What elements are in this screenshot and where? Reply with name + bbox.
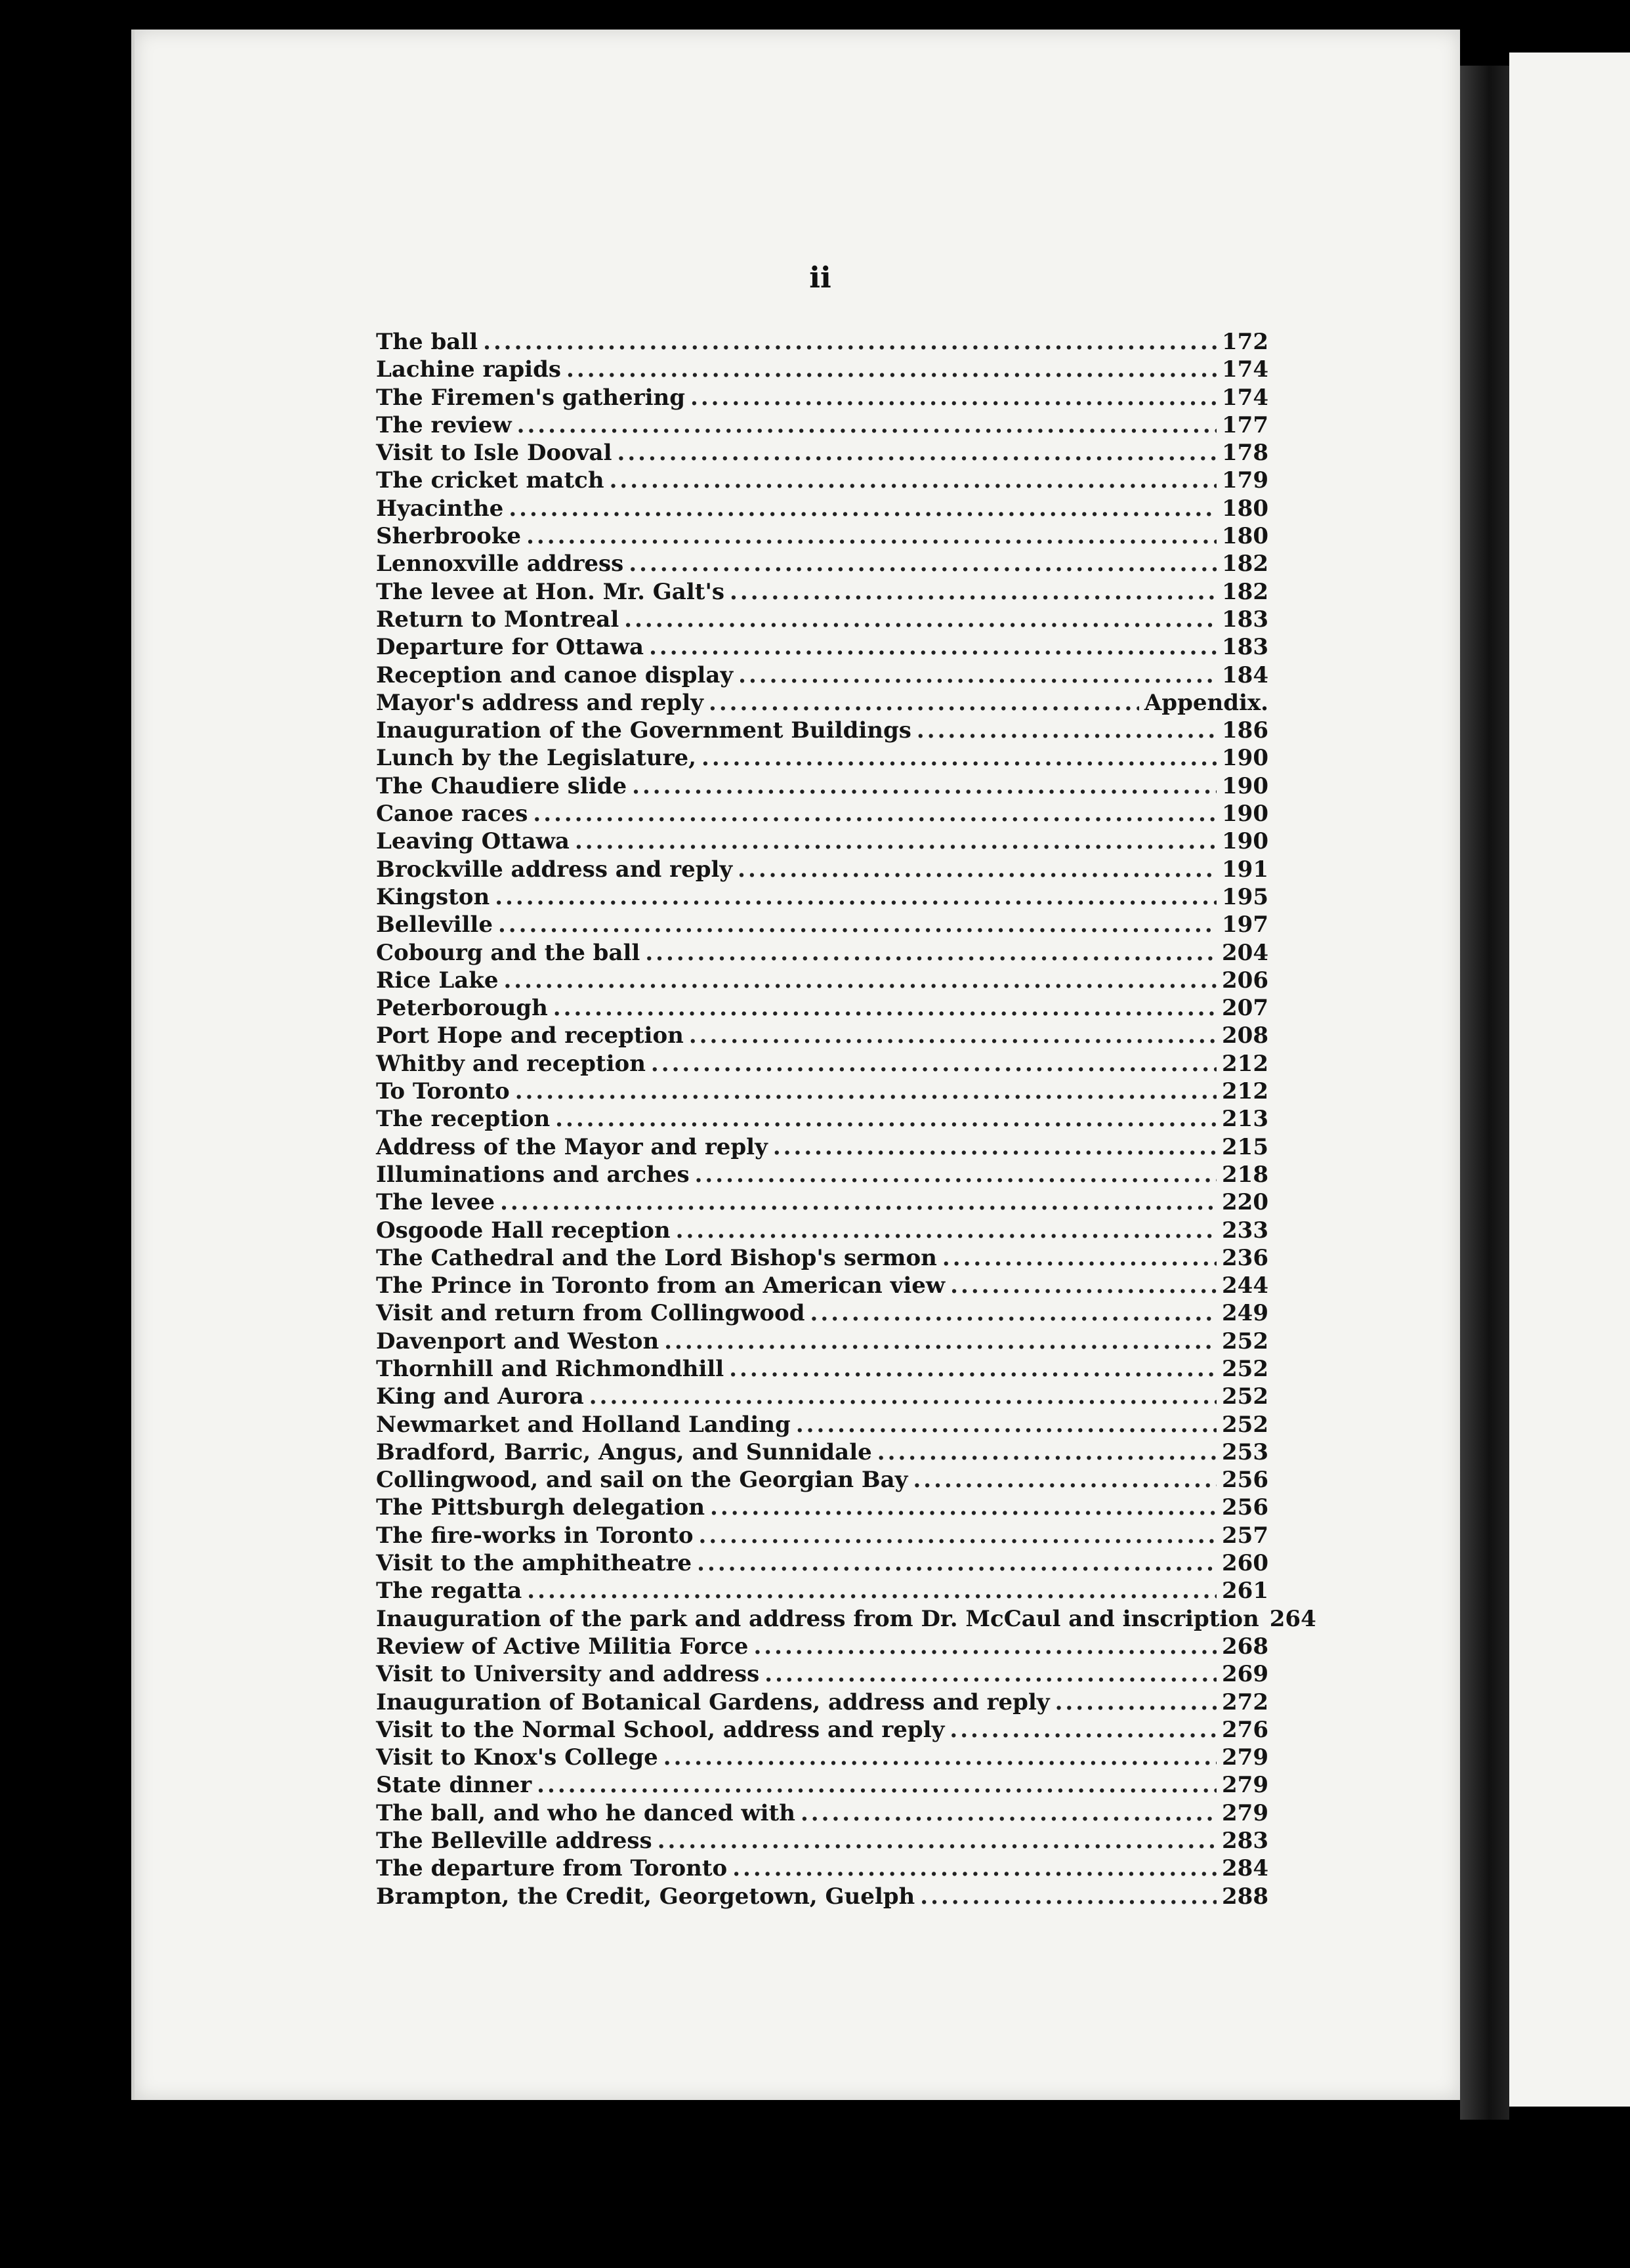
toc-entry	[376, 1272, 1268, 1299]
toc-entry-page: 172	[1222, 329, 1268, 355]
toc-entry-title: State dinner	[376, 1772, 532, 1799]
toc-entry-page: 190	[1222, 745, 1268, 772]
toc-entry-title: Address of the Mayor and reply	[376, 1133, 768, 1160]
dot-leader	[495, 883, 1217, 911]
dot-leader	[664, 1328, 1217, 1355]
toc-entry-page: 212	[1222, 1050, 1268, 1077]
dot-leader	[645, 939, 1217, 967]
dot-leader	[920, 1883, 1217, 1910]
toc-entry	[376, 384, 1268, 411]
toc-entry	[376, 1605, 1316, 1633]
dot-leader	[553, 994, 1217, 1022]
toc-entry	[376, 1744, 1268, 1771]
toc-entry-page: 190	[1222, 772, 1268, 799]
dot-leader	[796, 1411, 1217, 1438]
toc-entry	[376, 1217, 1268, 1244]
toc-entry	[376, 662, 1268, 689]
toc-entry-title: Davenport and Weston	[376, 1328, 659, 1354]
toc-entry	[376, 1355, 1268, 1383]
toc-entry-title: Lennoxville address	[376, 551, 624, 578]
toc-entry-title: The levee at Hon. Mr. Galt's	[376, 578, 725, 605]
toc-entry-page: 174	[1222, 356, 1268, 383]
toc-entry-title: Review of Active Militia Force	[376, 1633, 749, 1660]
dot-leader	[566, 356, 1217, 383]
toc-entry-page: 212	[1222, 1078, 1268, 1105]
toc-entry-page: 244	[1222, 1272, 1268, 1299]
toc-entry-title: Lunch by the Legislature,	[376, 745, 696, 772]
toc-entry-title: Inauguration of the Government Buildings	[376, 717, 911, 744]
toc-entry-page: 190	[1222, 801, 1268, 828]
dot-leader	[877, 1438, 1217, 1466]
toc-entry	[376, 1161, 1268, 1188]
toc-entry-page: 191	[1222, 856, 1268, 883]
toc-entry-title: The Belleville address	[376, 1828, 652, 1855]
toc-entry	[376, 1411, 1268, 1438]
toc-entry-page: 213	[1222, 1106, 1268, 1133]
toc-entry	[376, 772, 1268, 800]
toc-entry	[376, 939, 1268, 967]
toc-entry-page: 256	[1222, 1494, 1268, 1521]
toc-entry	[376, 1133, 1268, 1161]
toc-entry-page: 220	[1222, 1189, 1268, 1216]
dot-leader	[709, 689, 1139, 717]
page-number: ii	[809, 261, 831, 295]
toc-entry-title: The review	[376, 411, 512, 438]
toc-entry-page: 206	[1222, 967, 1268, 994]
dot-leader	[699, 1522, 1217, 1549]
dot-leader	[1055, 1689, 1217, 1716]
dot-leader	[730, 578, 1217, 606]
toc-entry-page: 184	[1222, 662, 1268, 688]
dot-leader	[537, 1771, 1217, 1799]
toc-entry-page: 218	[1222, 1161, 1268, 1188]
table-of-contents	[376, 328, 1316, 1910]
toc-entry	[376, 1022, 1268, 1049]
toc-entry	[376, 1105, 1268, 1133]
toc-entry-title: The Prince in Toronto from an American view	[376, 1272, 946, 1299]
toc-entry-page: 269	[1222, 1661, 1268, 1688]
dot-leader	[738, 662, 1217, 689]
toc-entry	[376, 1883, 1268, 1910]
dot-leader	[651, 1050, 1217, 1078]
toc-entry-title: The ball, and who he danced with	[376, 1799, 795, 1826]
toc-entry-page: 276	[1222, 1716, 1268, 1743]
toc-entry-title: The Firemen's gathering	[376, 384, 685, 411]
toc-entry-title: Kingston	[376, 883, 490, 910]
toc-entry-title: The reception	[376, 1106, 551, 1133]
toc-entry	[376, 1716, 1268, 1744]
toc-entry-title: To Toronto	[376, 1078, 510, 1105]
toc-entry	[376, 1577, 1268, 1605]
dot-leader	[710, 1494, 1217, 1521]
toc-entry-page: 180	[1222, 523, 1268, 550]
toc-entry-title: Newmarket and Holland Landing	[376, 1411, 791, 1438]
dot-leader	[526, 522, 1217, 550]
toc-entry	[376, 356, 1268, 383]
toc-entry-title: The Chaudiere slide	[376, 772, 627, 799]
toc-entry	[376, 1244, 1268, 1272]
toc-entry	[376, 1328, 1268, 1355]
dot-leader	[753, 1633, 1217, 1660]
toc-entry-page: 183	[1222, 634, 1268, 661]
toc-entry-page: 284	[1222, 1855, 1268, 1882]
dot-leader	[624, 606, 1217, 633]
dot-leader	[701, 744, 1217, 772]
dot-leader	[773, 1133, 1217, 1161]
toc-entry	[376, 550, 1268, 578]
dot-leader	[575, 828, 1217, 855]
toc-entry-title: Mayor's address and reply	[376, 689, 703, 716]
toc-entry-title: The fire-works in Toronto	[376, 1522, 694, 1549]
toc-entry-page: 208	[1222, 1022, 1268, 1049]
toc-entry-title: Visit to Knox's College	[376, 1744, 658, 1771]
dot-leader	[589, 1383, 1217, 1410]
toc-entry-title: Bradford, Barric, Angus, and Sunnidale	[376, 1438, 872, 1465]
toc-entry	[376, 1050, 1268, 1078]
dot-leader	[810, 1299, 1217, 1327]
dot-leader	[658, 1827, 1217, 1855]
toc-entry-title: The levee	[376, 1189, 495, 1216]
toc-entry-title: Whitby and reception	[376, 1050, 646, 1077]
toc-entry-title: Belleville	[376, 912, 493, 938]
toc-entry-page: 182	[1222, 551, 1268, 578]
toc-entry-page: 249	[1222, 1300, 1268, 1327]
toc-entry-title: Visit and return from Collingwood	[376, 1300, 805, 1327]
toc-entry	[376, 1522, 1268, 1549]
toc-entry-page: 268	[1222, 1633, 1268, 1660]
toc-entry-title: Leaving Ottawa	[376, 828, 570, 855]
toc-entry-page: 174	[1222, 384, 1268, 411]
dot-leader	[942, 1244, 1217, 1272]
toc-entry-page: 178	[1222, 440, 1268, 467]
toc-entry	[376, 633, 1268, 661]
toc-entry-page: 253	[1222, 1438, 1268, 1465]
toc-entry-page: 207	[1222, 995, 1268, 1022]
toc-entry	[376, 717, 1268, 744]
toc-entry	[376, 1799, 1268, 1827]
dot-leader	[498, 911, 1217, 938]
dot-leader	[676, 1217, 1217, 1244]
toc-entry	[376, 1827, 1268, 1855]
dot-leader	[503, 967, 1217, 994]
toc-entry	[376, 1771, 1268, 1799]
toc-entry-title: Brampton, the Credit, Georgetown, Guelph	[376, 1883, 915, 1910]
toc-entry-title: Inauguration of Botanical Gardens, address and reply	[376, 1689, 1050, 1715]
toc-entry	[376, 1689, 1268, 1716]
dot-leader	[697, 1549, 1217, 1577]
toc-entry-page: 252	[1222, 1411, 1268, 1438]
toc-entry	[376, 856, 1268, 883]
toc-entry	[376, 1549, 1268, 1577]
toc-entry-page: 260	[1222, 1550, 1268, 1577]
toc-entry-title: Canoe races	[376, 801, 528, 828]
toc-entry-page: 180	[1222, 495, 1268, 522]
toc-entry-title: The Pittsburgh delegation	[376, 1494, 705, 1521]
toc-entry	[376, 1383, 1268, 1410]
dot-leader	[483, 328, 1217, 356]
toc-entry-page: 190	[1222, 828, 1268, 855]
toc-entry	[376, 689, 1268, 717]
dot-leader	[695, 1161, 1217, 1188]
toc-entry	[376, 1188, 1268, 1216]
toc-entry	[376, 967, 1268, 994]
dot-leader	[649, 633, 1217, 661]
toc-entry-title: Lachine rapids	[376, 356, 562, 383]
toc-entry-page: Appendix.	[1144, 689, 1268, 716]
dot-leader	[663, 1744, 1217, 1771]
dot-leader	[629, 550, 1217, 578]
toc-entry-title: Reception and canoe display	[376, 662, 734, 688]
toc-entry	[376, 828, 1268, 855]
toc-entry-title: Illuminations and arches	[376, 1161, 690, 1188]
toc-entry-page: 279	[1222, 1744, 1268, 1771]
toc-entry	[376, 439, 1268, 467]
toc-entry	[376, 1494, 1268, 1521]
dot-leader	[500, 1188, 1217, 1216]
toc-entry-page: 272	[1222, 1689, 1268, 1715]
dot-leader	[517, 411, 1217, 439]
toc-entry-page: 256	[1222, 1467, 1268, 1494]
toc-entry-page: 236	[1222, 1244, 1268, 1271]
toc-entry	[376, 606, 1268, 633]
toc-entry	[376, 883, 1268, 911]
toc-entry	[376, 800, 1268, 828]
toc-entry-title: The departure from Toronto	[376, 1855, 728, 1882]
toc-entry-title: Rice Lake	[376, 967, 499, 994]
toc-entry-page: 233	[1222, 1217, 1268, 1244]
toc-entry	[376, 411, 1268, 439]
toc-entry-page: 183	[1222, 606, 1268, 633]
toc-entry	[376, 1438, 1268, 1466]
toc-entry	[376, 328, 1268, 356]
dot-leader	[732, 1855, 1217, 1882]
toc-entry-title: Visit to the amphitheatre	[376, 1550, 692, 1577]
toc-entry-title: Port Hope and reception	[376, 1022, 684, 1049]
toc-entry-title: Peterborough	[376, 995, 548, 1022]
dot-leader	[801, 1799, 1217, 1827]
toc-entry-page: 177	[1222, 411, 1268, 438]
toc-entry-title: Visit to the Normal School, address and reply	[376, 1716, 945, 1743]
toc-entry-title: Inauguration of the park and address from Dr. McCaul and inscription	[376, 1605, 1259, 1632]
dot-leader	[632, 772, 1217, 800]
dot-leader	[738, 856, 1217, 883]
toc-entry	[376, 467, 1268, 494]
dot-leader	[690, 384, 1217, 411]
toc-entry	[376, 578, 1268, 606]
toc-entry-title: Collingwood, and sail on the Georgian Bay	[376, 1467, 908, 1494]
toc-entry-page: 252	[1222, 1355, 1268, 1382]
toc-entry-page: 279	[1222, 1799, 1268, 1826]
toc-entry-page: 186	[1222, 717, 1268, 744]
toc-entry-title: The cricket match	[376, 467, 604, 494]
dot-leader	[515, 1078, 1217, 1105]
toc-entry-title: The Cathedral and the Lord Bishop's sermon	[376, 1244, 937, 1271]
toc-entry-page: 179	[1222, 467, 1268, 494]
dot-leader	[533, 800, 1217, 828]
toc-entry	[376, 1299, 1268, 1327]
dot-leader	[617, 439, 1217, 467]
toc-entry-page: 252	[1222, 1383, 1268, 1410]
facing-page-edge	[1509, 52, 1630, 2107]
toc-entry-page: 257	[1222, 1522, 1268, 1549]
dot-leader	[913, 1466, 1217, 1494]
dot-leader	[729, 1355, 1217, 1383]
dot-leader	[555, 1105, 1217, 1133]
toc-entry-title: Visit to Isle Dooval	[376, 440, 612, 467]
toc-entry-title: The regatta	[376, 1578, 522, 1605]
toc-entry-title: The ball	[376, 329, 478, 355]
toc-entry-page: 283	[1222, 1828, 1268, 1855]
dot-leader	[950, 1716, 1217, 1744]
toc-entry-page: 182	[1222, 578, 1268, 605]
toc-entry	[376, 1855, 1268, 1882]
toc-entry-title: Osgoode Hall reception	[376, 1217, 671, 1244]
dot-leader	[764, 1660, 1217, 1688]
toc-entry-page: 197	[1222, 912, 1268, 938]
dot-leader	[527, 1577, 1217, 1605]
toc-entry-title: Return to Montreal	[376, 606, 619, 633]
toc-entry-page: 261	[1222, 1578, 1268, 1605]
toc-entry	[376, 994, 1268, 1022]
dot-leader	[950, 1272, 1217, 1299]
toc-entry-title: Hyacinthe	[376, 495, 504, 522]
page-gutter-shadow	[1460, 66, 1509, 2120]
dot-leader	[917, 717, 1217, 744]
toc-entry	[376, 522, 1268, 550]
toc-entry	[376, 744, 1268, 772]
toc-entry-title: Sherbrooke	[376, 523, 522, 550]
toc-entry	[376, 911, 1268, 938]
toc-entry-page: 264	[1269, 1605, 1316, 1632]
toc-entry-title: Departure for Ottawa	[376, 634, 644, 661]
toc-entry-page: 215	[1222, 1133, 1268, 1160]
dot-leader	[509, 495, 1217, 522]
toc-entry	[376, 1633, 1268, 1660]
toc-entry-title: King and Aurora	[376, 1383, 584, 1410]
toc-entry-title: Visit to University and address	[376, 1661, 760, 1688]
toc-entry-page: 204	[1222, 939, 1268, 966]
toc-entry-title: Brockville address and reply	[376, 856, 733, 883]
toc-entry	[376, 1078, 1268, 1105]
toc-entry-page: 252	[1222, 1328, 1268, 1354]
toc-entry-page: 195	[1222, 883, 1268, 910]
toc-entry-title: Cobourg and the ball	[376, 939, 640, 966]
toc-entry	[376, 1466, 1268, 1494]
dot-leader	[610, 467, 1217, 494]
toc-entry-page: 279	[1222, 1772, 1268, 1799]
toc-entry-page: 288	[1222, 1883, 1268, 1910]
toc-entry-title: Thornhill and Richmondhill	[376, 1355, 724, 1382]
toc-entry	[376, 1660, 1268, 1688]
dot-leader	[689, 1022, 1217, 1049]
toc-entry	[376, 495, 1268, 522]
